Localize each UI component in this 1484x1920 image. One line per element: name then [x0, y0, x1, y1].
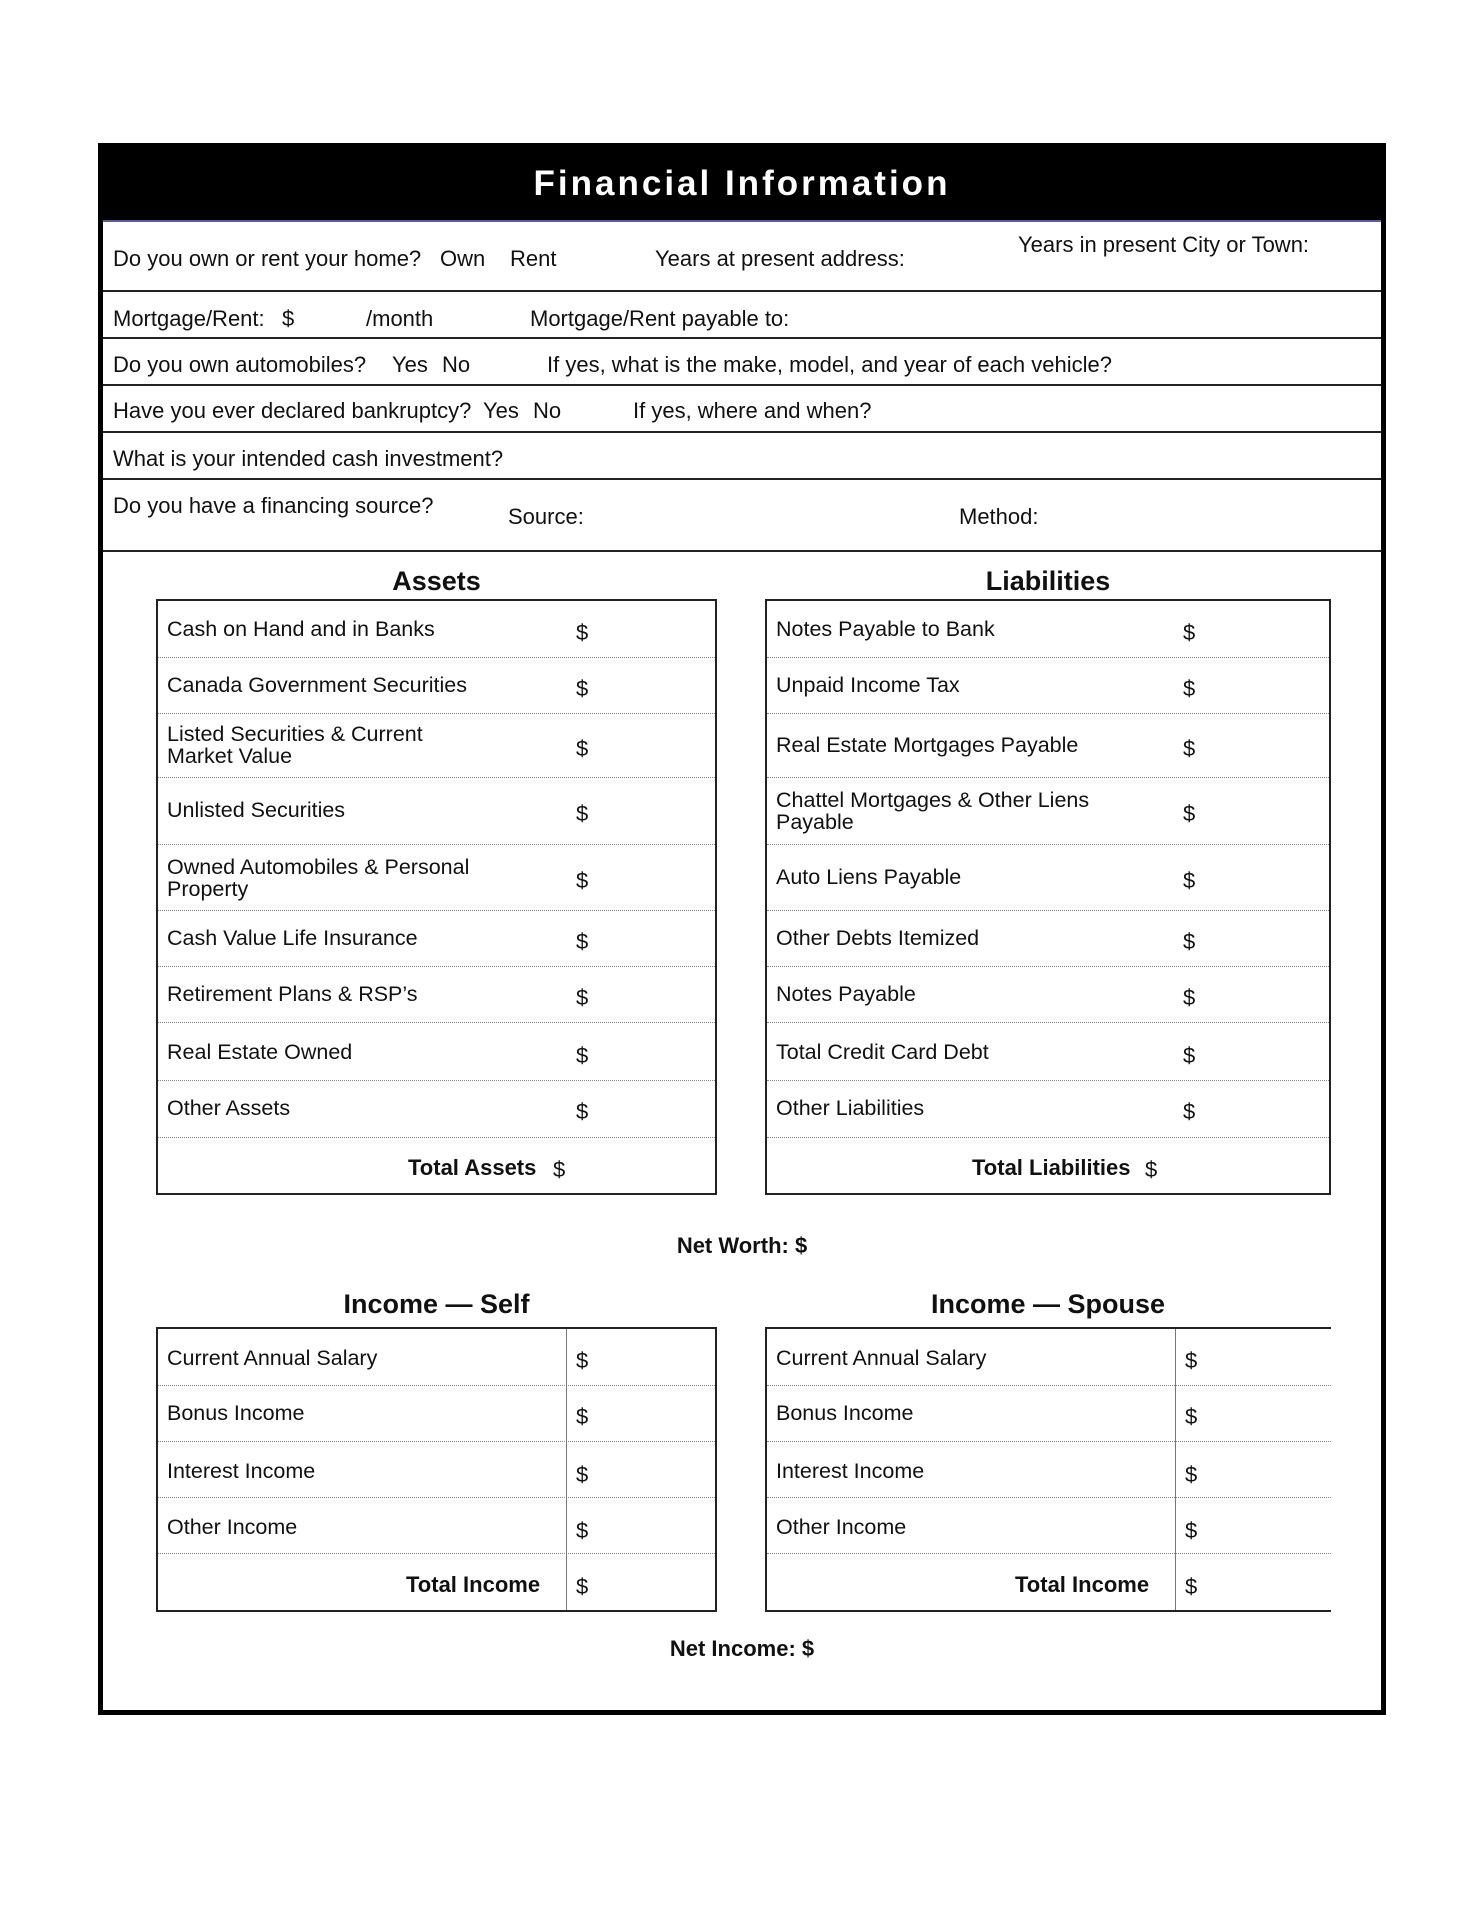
- income-self-row[interactable]: [158, 1329, 715, 1386]
- total-assets-row[interactable]: [158, 1137, 715, 1193]
- years-city-label: Years in present City or Town:: [1018, 232, 1310, 257]
- net-income-label[interactable]: Net Income: $: [669, 1636, 815, 1661]
- asset-dollar: $: [576, 801, 589, 826]
- total-liabilities-row[interactable]: [767, 1137, 1329, 1193]
- liabilities-title: Liabilities: [985, 566, 1111, 596]
- cash-investment-question: What is your intended cash investment?: [113, 446, 504, 471]
- asset-label: Listed Securities & Current Market Value: [167, 722, 423, 768]
- asset-dollar: $: [576, 620, 589, 645]
- income-spouse-row[interactable]: [767, 1441, 1331, 1498]
- liability-dollar: $: [1183, 801, 1196, 826]
- income-self-label: Interest Income: [167, 1459, 316, 1483]
- income-spouse-dollar: $: [1185, 1404, 1198, 1429]
- income-spouse-label: Bonus Income: [776, 1401, 914, 1425]
- liability-dollar: $: [1183, 868, 1196, 893]
- financing-question: Do you have a financing source?: [113, 493, 434, 518]
- years-address-label: Years at present address:: [655, 246, 905, 271]
- liability-dollar: $: [1183, 929, 1196, 954]
- liability-row[interactable]: [767, 844, 1329, 911]
- liability-dollar: $: [1183, 1043, 1196, 1068]
- mortgage-dollar: $: [282, 306, 295, 331]
- liability-label: Chattel Mortgages & Other Liens Payable: [776, 788, 1090, 834]
- liability-label: Notes Payable: [776, 982, 916, 1006]
- income-self-row[interactable]: [158, 1385, 715, 1442]
- mortgage-label: Mortgage/Rent:: [113, 306, 265, 331]
- assets-title: Assets: [392, 566, 481, 596]
- asset-label: Unlisted Securities: [167, 798, 346, 822]
- liability-label: Other Debts Itemized: [776, 926, 980, 950]
- asset-row[interactable]: [158, 910, 715, 967]
- liabilities-table: [765, 599, 1331, 1195]
- liability-row[interactable]: [767, 601, 1329, 658]
- asset-label: Real Estate Owned: [167, 1040, 353, 1064]
- income-spouse-label: Interest Income: [776, 1459, 925, 1483]
- assets-table: [156, 599, 717, 1195]
- income-spouse-row[interactable]: [767, 1329, 1331, 1386]
- bankruptcy-no[interactable]: No: [533, 398, 562, 423]
- asset-dollar: $: [576, 1099, 589, 1124]
- asset-row[interactable]: [158, 1022, 715, 1081]
- liability-row[interactable]: [767, 777, 1329, 845]
- liability-label: Other Liabilities: [776, 1096, 925, 1120]
- own-option[interactable]: Own: [440, 246, 486, 271]
- income-self-row[interactable]: [158, 1441, 715, 1498]
- asset-row[interactable]: [158, 966, 715, 1023]
- income-self-total-dollar: $: [576, 1574, 589, 1599]
- income-spouse-dollar: $: [1185, 1462, 1198, 1487]
- income-self-row[interactable]: [158, 1497, 715, 1554]
- row-automobiles: [103, 339, 1381, 386]
- liability-row[interactable]: [767, 657, 1329, 714]
- income-self-label: Current Annual Salary: [167, 1346, 378, 1370]
- liability-row[interactable]: [767, 966, 1329, 1023]
- income-spouse-total-label: Total Income: [1015, 1572, 1150, 1597]
- bankruptcy-yes[interactable]: Yes: [483, 398, 519, 423]
- bankruptcy-where-label: If yes, where and when?: [633, 398, 872, 423]
- row-financing: [103, 480, 1381, 552]
- total-assets-label: Total Assets: [408, 1155, 537, 1180]
- automobiles-yes[interactable]: Yes: [392, 352, 428, 377]
- total-assets-dollar: $: [553, 1157, 566, 1182]
- income-self-title: Income — Self: [343, 1289, 530, 1319]
- asset-row[interactable]: [158, 777, 715, 845]
- income-spouse-row[interactable]: [767, 1497, 1331, 1554]
- rent-option[interactable]: Rent: [510, 246, 557, 271]
- income-spouse-total-row[interactable]: [767, 1554, 1331, 1610]
- asset-dollar: $: [576, 985, 589, 1010]
- liability-dollar: $: [1183, 676, 1196, 701]
- asset-row[interactable]: [158, 601, 715, 658]
- asset-label: Other Assets: [167, 1096, 291, 1120]
- income-self-dollar: $: [576, 1518, 589, 1543]
- income-self-table: [156, 1327, 717, 1612]
- income-self-label: Other Income: [167, 1515, 298, 1539]
- liability-label: Notes Payable to Bank: [776, 617, 995, 641]
- income-spouse-total-dollar: $: [1185, 1574, 1198, 1599]
- liability-label: Real Estate Mortgages Payable: [776, 733, 1079, 757]
- automobiles-no[interactable]: No: [442, 352, 471, 377]
- asset-dollar: $: [576, 868, 589, 893]
- income-spouse-table: [765, 1327, 1331, 1612]
- automobiles-question: Do you own automobiles?: [113, 352, 367, 377]
- income-spouse-title: Income — Spouse: [930, 1289, 1166, 1319]
- liability-row[interactable]: [767, 1022, 1329, 1081]
- own-rent-question: Do you own or rent your home?: [113, 246, 422, 271]
- asset-label: Cash on Hand and in Banks: [167, 617, 435, 641]
- liability-dollar: $: [1183, 620, 1196, 645]
- asset-dollar: $: [576, 676, 589, 701]
- income-spouse-row[interactable]: [767, 1385, 1331, 1442]
- income-self-label: Bonus Income: [167, 1401, 305, 1425]
- financing-source-label: Source:: [508, 504, 584, 529]
- liability-row[interactable]: [767, 910, 1329, 967]
- financial-information-form: [98, 143, 1386, 1715]
- liability-label: Total Credit Card Debt: [776, 1040, 989, 1064]
- financing-method-label: Method:: [959, 504, 1039, 529]
- income-spouse-dollar: $: [1185, 1518, 1198, 1543]
- income-spouse-dollar: $: [1185, 1348, 1198, 1373]
- net-worth-label[interactable]: Net Worth: $: [676, 1233, 808, 1258]
- bankruptcy-question: Have you ever declared bankruptcy?: [113, 398, 472, 423]
- asset-label: Retirement Plans & RSP’s: [167, 982, 418, 1006]
- income-self-total-row[interactable]: [158, 1554, 715, 1610]
- vehicle-details-label: If yes, what is the make, model, and year of each vehicle?: [547, 352, 1112, 377]
- mortgage-payable-label: Mortgage/Rent payable to:: [530, 306, 790, 331]
- per-month-label: /month: [366, 306, 434, 331]
- liability-dollar: $: [1183, 985, 1196, 1010]
- income-spouse-label: Other Income: [776, 1515, 907, 1539]
- income-self-dollar: $: [576, 1462, 589, 1487]
- asset-row[interactable]: [158, 657, 715, 714]
- asset-row[interactable]: [158, 713, 715, 778]
- asset-row[interactable]: [158, 1080, 715, 1138]
- asset-label: Canada Government Securities: [167, 673, 467, 697]
- total-liabilities-dollar: $: [1145, 1157, 1158, 1182]
- income-self-dollar: $: [576, 1404, 589, 1429]
- income-self-total-label: Total Income: [406, 1572, 541, 1597]
- form-header: [103, 148, 1381, 222]
- liability-label: Auto Liens Payable: [776, 865, 962, 889]
- liability-row[interactable]: [767, 713, 1329, 778]
- asset-row[interactable]: [158, 844, 715, 911]
- asset-dollar: $: [576, 1043, 589, 1068]
- liability-dollar: $: [1183, 736, 1196, 761]
- liability-dollar: $: [1183, 1099, 1196, 1124]
- asset-label: Owned Automobiles & Personal Property: [167, 855, 470, 901]
- row-cash-investment: [103, 433, 1381, 480]
- row-bankruptcy: [103, 386, 1381, 433]
- income-spouse-label: Current Annual Salary: [776, 1346, 987, 1370]
- asset-label: Cash Value Life Insurance: [167, 926, 418, 950]
- row-own-rent: [103, 220, 1381, 292]
- total-liabilities-label: Total Liabilities: [972, 1155, 1131, 1180]
- form-title: Financial Information: [533, 164, 951, 203]
- liability-label: Unpaid Income Tax: [776, 673, 960, 697]
- asset-dollar: $: [576, 736, 589, 761]
- row-mortgage: [103, 292, 1381, 339]
- asset-dollar: $: [576, 929, 589, 954]
- liability-row[interactable]: [767, 1080, 1329, 1138]
- income-self-dollar: $: [576, 1348, 589, 1373]
